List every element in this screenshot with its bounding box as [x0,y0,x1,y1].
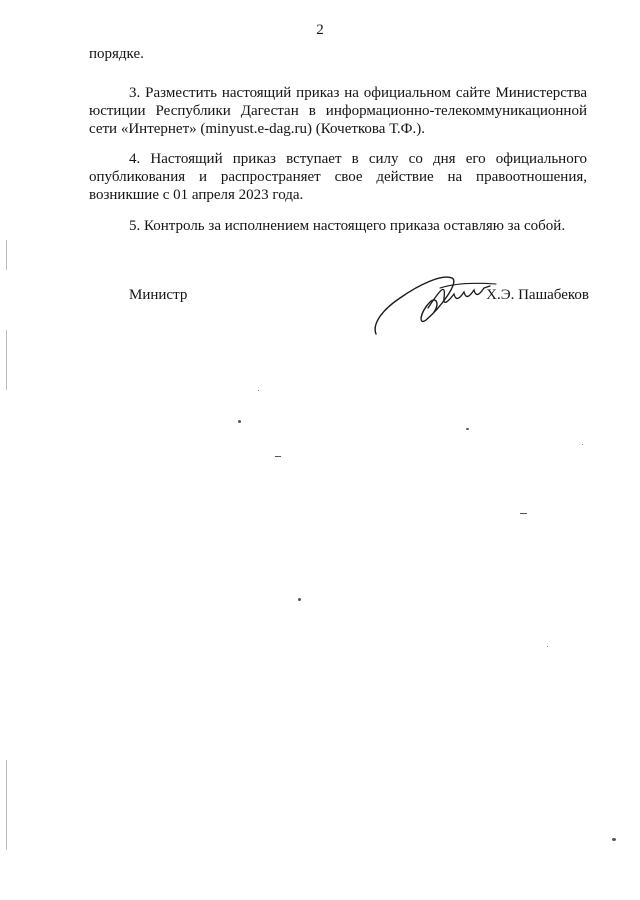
page-number: 2 [316,22,324,38]
signature-block [129,287,589,347]
paragraph-continuation: порядке. [89,46,144,62]
signer-name: Х.Э. Пашабеков [486,287,589,303]
paragraph-4: 4. Настоящий приказ вступает в силу со дня его официального опубликования и распространяет свое действие на правоотношения, возникшие с 01 апреля 2023 года. [89,151,587,203]
scan-edge-mark [6,760,7,850]
scan-edge-mark [6,330,7,390]
scan-speck [520,513,527,514]
scan-speck [238,420,241,423]
paragraph-5: 5. Контроль за исполнением настоящего приказа оставляю за собой. [129,218,566,234]
scan-speck [258,390,259,391]
scan-speck [298,598,301,601]
signer-title: Министр [129,287,188,303]
handwritten-signature [370,268,505,340]
scan-speck [612,838,616,841]
scan-speck [547,646,548,647]
scan-speck [275,456,281,457]
scan-speck [466,428,469,430]
paragraph-3: 3. Разместить настоящий приказ на официальном сайте Министерства юстиции Республики Дагестан в информационно-телекоммуникационной сети «Интернет» (minyust.e-dag.ru) (Кочеткова Т.Ф.). [89,85,587,137]
scan-edge-mark [6,240,7,270]
scan-speck [582,444,583,445]
